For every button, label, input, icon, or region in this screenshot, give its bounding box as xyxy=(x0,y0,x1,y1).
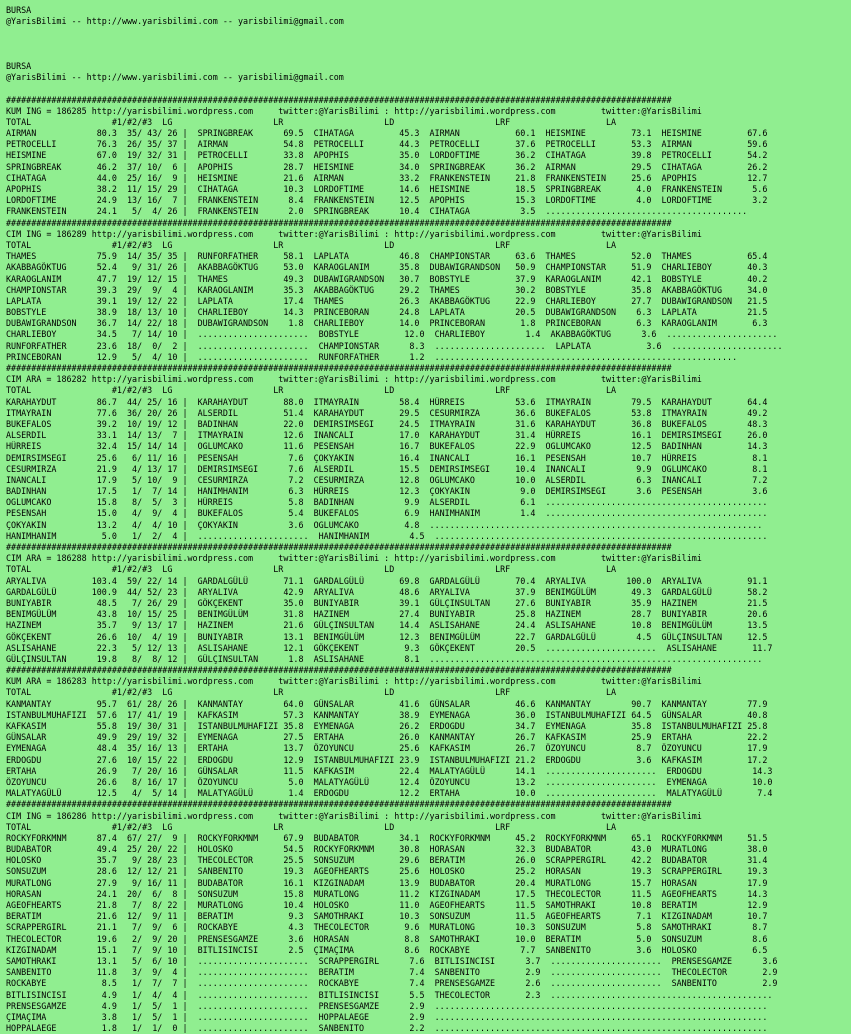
horse-row: ÇOKYAKIN 13.2 4/ 4/ 10 | ÇOKYAKIN 3.6 OGLUMCAKO 4.8 .................................................................. xyxy=(6,519,763,530)
horse-row: SAMOTHRAKI 13.1 5/ 6/ 10 | ...................... SCRAPPERGIRL 7.6 BITLISINCISI 3.7 ...................... PRENSESGAMZE 3.6 xyxy=(6,955,778,966)
column-header-line: TOTAL #1/#2/#3 LG LR LD LRF LA xyxy=(6,116,617,127)
horse-row: SONSUZUM 28.6 12/ 12/ 21 | SANBENITO 19.3 AGEOFHEARTS 25.6 HOLOSKO 25.2 HORASAN 19.3 SCRAPPERGIRL 19.3 xyxy=(6,866,768,877)
horse-row: KAFKASIM 55.8 19/ 30/ 31 | ISTANBULMUHAFIZI 35.8 EYMENAGA 26.2 ERDOGDU 34.7 EYMENAGA 35.8 ISTANBULMUHAFIZI 25.8 xyxy=(6,721,768,731)
city-title: BURSA xyxy=(6,5,32,15)
race-header-line: CIM ARA = 186288 http://yarisbilimi.wordpress.com twitter:@YarisBilimi : http://yarisbilimi.wordpress.com twitter:@YarisBilimi xyxy=(6,553,702,564)
horse-row: BERATIM 21.6 12/ 9/ 11 | BERATIM 9.3 SAMOTHRAKI 10.3 SONSUZUM 11.5 AGEOFHEARTS 7.1 KIZGINADAM 10.7 xyxy=(6,911,768,922)
horse-row: HÜRREIS 32.4 15/ 14/ 14 | OGLUMCAKO 11.6 PESENSAH 16.7 BUKEFALOS 22.9 OGLUMCAKO 12.5 BADINHAN 14.3 xyxy=(6,441,768,452)
horse-row: MURATLONG 27.9 9/ 16/ 11 | BUDABATOR 16.1 KIZGINADAM 13.9 BUDABATOR 20.4 MURATLONG 15.7 HORASAN 17.9 xyxy=(6,877,768,888)
contact-line: @YarisBilimi -- http://www.yarisbilimi.com -- yarisbilimi@gmail.com xyxy=(6,16,344,27)
horse-row: ISTANBULMUHAFIZI 57.6 17/ 41/ 19 | KAFKASIM 57.3 KANMANTAY 38.9 EYMENAGA 36.0 ISTANBULMUHAFIZI 64.5 GÜNSALAR 40.8 xyxy=(6,709,768,720)
separator-line: #################################################################################################################################### xyxy=(6,799,672,810)
horse-row: GÖKÇEKENT 26.6 10/ 4/ 19 | BUNIYABIR 13.1 BENIMGÜLÜM 12.3 BENIMGÜLÜM 22.7 GARDALGÜLÜ 4.5 GÜLÇINSULTAN 12.5 xyxy=(6,631,768,642)
race-header-line: KUM ARA = 186283 http://yarisbilimi.wordpress.com twitter:@YarisBilimi : http://yarisbilimi.wordpress.com twitter:@YarisBilimi xyxy=(6,676,702,687)
horse-row: HANIMHANIM 5.0 1/ 2/ 4 | ...................... HANIMHANIM 4.5 .................................................................. xyxy=(6,530,768,541)
horse-row: HEISMINE 67.0 19/ 32/ 31 | PETROCELLI 33.8 APOPHIS 35.0 LORDOFTIME 36.2 CIHATAGA 39.8 PETROCELLI 54.2 xyxy=(6,150,768,161)
column-header-line: TOTAL #1/#2/#3 LG LR LD LRF LA xyxy=(6,687,617,698)
horse-row: BADINHAN 17.5 1/ 7/ 14 | HANIMHANIM 6.3 HÜRREIS 12.3 ÇOKYAKIN 9.0 DEMIRSIMSEGI 3.6 PESENSAH 3.6 xyxy=(6,486,768,497)
horse-row: AGEOFHEARTS 21.8 7/ 8/ 22 | MURATLONG 10.4 HOLOSKO 11.0 AGEOFHEARTS 11.5 SAMOTHRAKI 10.8 BERATIM 12.9 xyxy=(6,900,768,910)
horse-row: KANMANTAY 95.7 61/ 28/ 26 | KANMANTAY 64.0 GÜNSALAR 41.6 GÜNSALAR 46.6 KANMANTAY 90.7 KANMANTAY 77.9 xyxy=(6,698,768,709)
horse-row: GARDALGÜLÜ 100.9 44/ 52/ 23 | ARYALIVA 42.9 ARYALIVA 48.6 ARYALIVA 37.9 BENIMGÜLÜM 49.3 GARDALGÜLÜ 58.2 xyxy=(6,586,768,597)
horse-row: CESURMIRZA 21.9 4/ 13/ 17 | DEMIRSIMSEGI 7.6 ALSERDIL 15.5 DEMIRSIMSEGI 10.4 INANCALI 9.9 OGLUMCAKO 8.1 xyxy=(6,463,768,474)
column-header-line: TOTAL #1/#2/#3 LG LR LD LRF LA xyxy=(6,821,617,832)
horse-row: APOPHIS 38.2 11/ 15/ 29 | CIHATAGA 10.3 LORDOFTIME 14.6 HEISMINE 18.5 SPRINGBREAK 4.0 FRANKENSTEIN 5.6 xyxy=(6,184,768,194)
blank-line xyxy=(6,27,851,38)
column-header-line: TOTAL #1/#2/#3 LG LR LD LRF LA xyxy=(6,564,617,575)
horse-row: BENIMGÜLÜM 43.8 10/ 15/ 25 | BENIMGÜLÜM 31.8 HAZINEM 27.4 BUNIYABIR 25.8 HAZINEM 28.7 BUNIYABIR 20.6 xyxy=(6,609,768,620)
horse-row: BUKEFALOS 39.2 10/ 19/ 12 | BADINHAN 22.0 DEMIRSIMSEGI 24.5 ITMAYRAIN 31.6 KARAHAYDUT 36.8 BUKEFALOS 48.3 xyxy=(6,418,768,429)
horse-row: SANBENITO 11.8 3/ 9/ 4 | ...................... BERATIM 7.4 SANBENITO 2.9 ...................... THECOLECTOR 2.9 xyxy=(6,967,778,978)
race-header-line: KUM ING = 186285 http://yarisbilimi.wordpress.com twitter:@YarisBilimi : http://yarisbilimi.wordpress.com twitter:@YarisBilimi xyxy=(6,105,702,116)
horse-row: ÇIMAÇIMA 3.8 1/ 5/ 1 | ...................... HOPPALAEGE 2.9 .................................................................. xyxy=(6,1011,768,1022)
horse-row: FRANKENSTEIN 24.1 5/ 4/ 26 | FRANKENSTEIN 2.0 SPRINGBREAK 10.4 CIHATAGA 3.5 ........................................ xyxy=(6,206,748,217)
horse-row: ROCKABYE 8.5 1/ 7/ 7 | ...................... ROCKABYE 7.4 PRENSESGAMZE 2.6 ...................... SANBENITO 2.9 xyxy=(6,978,778,989)
horse-row: BUDABATOR 49.4 25/ 20/ 22 | HOLOSKO 54.5 ROCKYFORKMNM 30.8 HORASAN 32.3 BUDABATOR 43.0 MURATLONG 38.0 xyxy=(6,844,768,855)
horse-row: BUNIYABIR 48.5 7/ 26/ 29 | GÖKÇEKENT 35.0 BUNIYABIR 39.1 GÜLÇINSULTAN 27.6 BUNIYABIR 35.9 HAZINEM 21.5 xyxy=(6,597,768,608)
horse-row: ARYALIVA 103.4 59/ 22/ 14 | GARDALGÜLÜ 71.1 GARDALGÜLÜ 69.8 GARDALGÜLÜ 70.4 ARYALIVA 100.0 ARYALIVA 91.1 xyxy=(6,575,768,586)
horse-row: CHARLIEBOY 34.5 7/ 14/ 10 | ...................... BOBSTYLE 12.0 CHARLIEBOY 1.4 AKABBAGÖKTUG 3.6 ...................... xyxy=(6,329,778,340)
horse-row: AKABBAGÖKTUG 52.4 9/ 31/ 26 | AKABBAGÖKTUG 53.0 KARAOGLANIM 35.8 DUBAWIGRANDSON 50.9 CHAMPIONSTAR 51.9 CHARLIEBOY 40.3 xyxy=(6,262,768,273)
horse-row: LAPLATA 39.1 19/ 12/ 22 | LAPLATA 17.4 THAMES 26.3 AKABBAGÖKTUG 22.9 CHARLIEBOY 27.7 DUBAWIGRANDSON 21.5 xyxy=(6,295,768,306)
horse-row: ALSERDIL 33.1 14/ 13/ 7 | ITMAYRAIN 12.6 INANCALI 17.0 KARAHAYDUT 31.4 HÜRREIS 16.1 DEMIRSIMSEGI 26.0 xyxy=(6,430,768,441)
horse-row: HOPPALAEGE 1.8 1/ 1/ 0 | ...................... SANBENITO 2.2 .................................................................. xyxy=(6,1023,768,1034)
horse-row: DEMIRSIMSEGI 25.6 6/ 11/ 16 | PESENSAH 7.6 ÇOKYAKIN 16.4 INANCALI 16.1 PESENSAH 10.7 HÜRREIS 8.1 xyxy=(6,452,768,463)
horse-row: CHAMPIONSTAR 39.3 29/ 9/ 4 | KARAOGLANIM 35.3 AKABBAGÖKTUG 29.2 THAMES 30.2 BOBSTYLE 35.8 AKABBAGÖKTUG 34.0 xyxy=(6,284,768,295)
horse-row: KARAOGLANIM 47.7 19/ 12/ 15 | THAMES 49.3 DUBAWIGRANDSON 30.7 BOBSTYLE 37.9 KARAOGLANIM 42.1 BOBSTYLE 40.2 xyxy=(6,273,768,284)
horse-row: RUNFORFATHER 23.6 18/ 0/ 2 | ...................... CHAMPIONSTAR 8.3 ...................... LAPLATA 3.6 ...................... xyxy=(6,340,783,351)
column-header-line: TOTAL #1/#2/#3 LG LR LD LRF LA xyxy=(6,239,617,250)
horse-row: AIRMAN 80.3 35/ 43/ 26 | SPRINGBREAK 69.5 CIHATAGA 45.3 AIRMAN 60.1 HEISMINE 73.1 HEISMINE 67.6 xyxy=(6,128,768,139)
horse-row: KIZGINADAM 15.1 7/ 9/ 10 | BITLISINCISI 2.5 ÇIMAÇIMA 8.6 ROCKABYE 7.7 SANBENITO 3.6 HOLOSKO 6.5 xyxy=(6,944,768,955)
blank-line xyxy=(6,83,851,94)
horse-row: PETROCELLI 76.3 26/ 35/ 37 | AIRMAN 54.8 PETROCELLI 44.3 PETROCELLI 37.6 PETROCELLI 53.3 AIRMAN 59.6 xyxy=(6,139,768,150)
separator-line: #################################################################################################################################### xyxy=(6,94,672,105)
blank-line xyxy=(6,50,851,61)
separator-line: #################################################################################################################################### xyxy=(6,217,672,228)
horse-row: HORASAN 24.1 20/ 6/ 8 | SONSUZUM 15.8 MURATLONG 11.2 KIZGINADAM 17.5 THECOLECTOR 11.5 AGEOFHEARTS 14.3 xyxy=(6,888,768,899)
horse-row: ROCKYFORKMNM 87.4 67/ 27/ 9 | ROCKYFORKMNM 67.9 BUDABATOR 34.1 ROCKYFORKMNM 45.2 ROCKYFORKMNM 65.1 ROCKYFORKMNM 51.5 xyxy=(6,832,768,843)
separator-line: #################################################################################################################################### xyxy=(6,542,672,552)
horse-row: BITLISINCISI 4.9 1/ 4/ 4 | ...................... BITLISINCISI 5.5 THECOLECTOR 2.3 ............................................ xyxy=(6,989,773,1000)
horse-row: GÜNSALAR 49.9 29/ 19/ 32 | EYMENAGA 27.5 ERTAHA 26.0 KANMANTAY 26.7 KAFKASIM 25.9 ERTAHA 22.2 xyxy=(6,732,768,743)
horse-row: BOBSTYLE 38.9 18/ 13/ 10 | CHARLIEBOY 14.3 PRINCEBORAN 24.8 LAPLATA 20.5 DUBAWIGRANDSON 6.3 LAPLATA 21.5 xyxy=(6,307,768,318)
horse-row: ITMAYRAIN 77.6 36/ 20/ 26 | ALSERDIL 51.4 KARAHAYDUT 29.5 CESURMIRZA 36.6 BUKEFALOS 53.8 ITMAYRAIN 49.2 xyxy=(6,407,768,418)
horse-row: PRINCEBORAN 12.9 5/ 4/ 10 | ...................... RUNFORFATHER 1.2 ............................................................ xyxy=(6,351,738,362)
race-header-line: CIM ING = 186286 http://yarisbilimi.wordpress.com twitter:@YarisBilimi : http://yarisbilimi.wordpress.com twitter:@YarisBilimi xyxy=(6,810,702,821)
blank-line xyxy=(6,39,851,50)
horse-row: OGLUMCAKO 15.8 8/ 5/ 3 | HÜRREIS 5.8 BADINHAN 9.9 ALSERDIL 6.1 ............................................ xyxy=(6,497,768,508)
horse-row: DUBAWIGRANDSON 36.7 14/ 22/ 18 | DUBAWIGRANDSON 1.8 CHARLIEBOY 14.0 PRINCEBORAN 1.8 PRINCEBORAN 6.3 KARAOGLANIM 6.3 xyxy=(6,318,768,329)
horse-row: HOLOSKO 35.7 9/ 28/ 23 | THECOLECTOR 25.5 SONSUZUM 29.6 BERATIM 26.0 SCRAPPERGIRL 42.2 BUDABATOR 31.4 xyxy=(6,855,768,866)
horse-row: SCRAPPERGIRL 21.1 7/ 9/ 6 | ROCKABYE 4.3 THECOLECTOR 9.6 MURATLONG 10.3 SONSUZUM 5.8 SAMOTHRAKI 8.7 xyxy=(6,922,768,933)
city-title: BURSA xyxy=(6,60,32,71)
horse-row: ASLISAHANE 22.3 5/ 12/ 13 | ASLISAHANE 12.1 GÖKÇEKENT 9.3 GÖKÇEKENT 20.5 ...................... ASLISAHANE 11.7 xyxy=(6,642,773,653)
horse-row: EYMENAGA 48.4 35/ 16/ 13 | ERTAHA 13.7 ÖZOYUNCU 25.6 KAFKASIM 26.7 ÖZOYUNCU 8.7 ÖZOYUNCU 17.9 xyxy=(6,743,768,754)
horse-row: THAMES 75.9 14/ 35/ 35 | RUNFORFATHER 58.1 LAPLATA 46.8 CHAMPIONSTAR 63.6 THAMES 52.0 THAMES 65.4 xyxy=(6,251,768,262)
horse-row: ERDOGDU 27.6 10/ 15/ 22 | ERDOGDU 12.9 ISTANBULMUHAFIZI 23.9 ISTANBULMUHAFIZI 21.2 ERDOGDU 3.6 KAFKASIM 17.2 xyxy=(6,754,768,765)
horse-row: THECOLECTOR 19.6 2/ 9/ 20 | PRENSESGAMZE 3.6 HORASAN 8.8 SAMOTHRAKI 10.0 BERATIM 5.0 SONSUZUM 8.6 xyxy=(6,933,768,944)
contact-line: @YarisBilimi -- http://www.yarisbilimi.com -- yarisbilimi@gmail.com xyxy=(6,72,344,83)
race-header-line: CIM ARA = 186282 http://yarisbilimi.wordpress.com twitter:@YarisBilimi : http://yarisbilimi.wordpress.com twitter:@YarisBilimi xyxy=(6,374,702,385)
column-header-line: TOTAL #1/#2/#3 LG LR LD LRF LA xyxy=(6,385,617,396)
horse-row: PRENSESGAMZE 4.9 1/ 5/ 1 | ...................... PRENSESGAMZE 2.9 .................................................................. xyxy=(6,1000,768,1011)
separator-line: #################################################################################################################################### xyxy=(6,363,672,373)
horse-row: SPRINGBREAK 46.2 37/ 10/ 6 | APOPHIS 28.7 HEISMINE 34.0 SPRINGBREAK 36.2 AIRMAN 29.5 CIHATAGA 26.2 xyxy=(6,161,768,172)
horse-row: HAZINEM 35.7 9/ 13/ 17 | HAZINEM 21.6 GÜLÇINSULTAN 14.4 ASLISAHANE 24.4 ASLISAHANE 10.8 BENIMGÜLÜM 13.5 xyxy=(6,620,768,631)
horse-row: CIHATAGA 44.0 25/ 16/ 9 | HEISMINE 21.6 AIRMAN 33.2 FRANKENSTEIN 21.8 FRANKENSTEIN 25.6 APOPHIS 12.7 xyxy=(6,172,768,183)
horse-row: ÖZOYUNCU 26.6 8/ 16/ 17 | ÖZOYUNCU 5.0 MALATYAGÜLÜ 12.4 ÖZOYUNCU 13.2 ...................... EYMENAGA 10.0 xyxy=(6,776,773,787)
horse-row: MALATYAGÜLÜ 12.5 4/ 5/ 14 | MALATYAGÜLÜ 1.4 ERDOGDU 12.2 ERTAHA 10.0 ...................... MALATYAGÜLÜ 7.4 xyxy=(6,788,773,799)
horse-row: KARAHAYDUT 86.7 44/ 25/ 16 | KARAHAYDUT 88.0 ITMAYRAIN 58.4 HÜRREIS 53.6 ITMAYRAIN 79.5 KARAHAYDUT 64.4 xyxy=(6,396,768,407)
horse-row: LORDOFTIME 24.9 13/ 16/ 7 | FRANKENSTEIN 8.4 FRANKENSTEIN 12.5 APOPHIS 15.3 LORDOFTIME 4.0 LORDOFTIME 3.2 xyxy=(6,195,768,206)
horse-row: INANCALI 17.9 5/ 10/ 9 | CESURMIRZA 7.2 CESURMIRZA 12.8 OGLUMCAKO 10.0 ALSERDIL 6.3 INANCALI 7.2 xyxy=(6,474,768,485)
horse-row: ERTAHA 26.9 7/ 20/ 16 | GÜNSALAR 11.5 KAFKASIM 22.4 MALATYAGÜLÜ 14.1 ...................... ERDOGDU 14.3 xyxy=(6,765,773,776)
horse-row: PESENSAH 15.0 4/ 9/ 4 | BUKEFALOS 5.4 BUKEFALOS 6.9 HANIMHANIM 1.4 ............................................ xyxy=(6,508,768,519)
race-header-line: CIM ING = 186289 http://yarisbilimi.wordpress.com twitter:@YarisBilimi : http://yarisbilimi.wordpress.com twitter:@YarisBilimi xyxy=(6,228,702,239)
horse-row: GÜLÇINSULTAN 19.8 8/ 8/ 12 | GÜLÇINSULTAN 1.8 ASLISAHANE 8.1 .................................................................. xyxy=(6,653,763,664)
separator-line: #################################################################################################################################### xyxy=(6,665,672,676)
